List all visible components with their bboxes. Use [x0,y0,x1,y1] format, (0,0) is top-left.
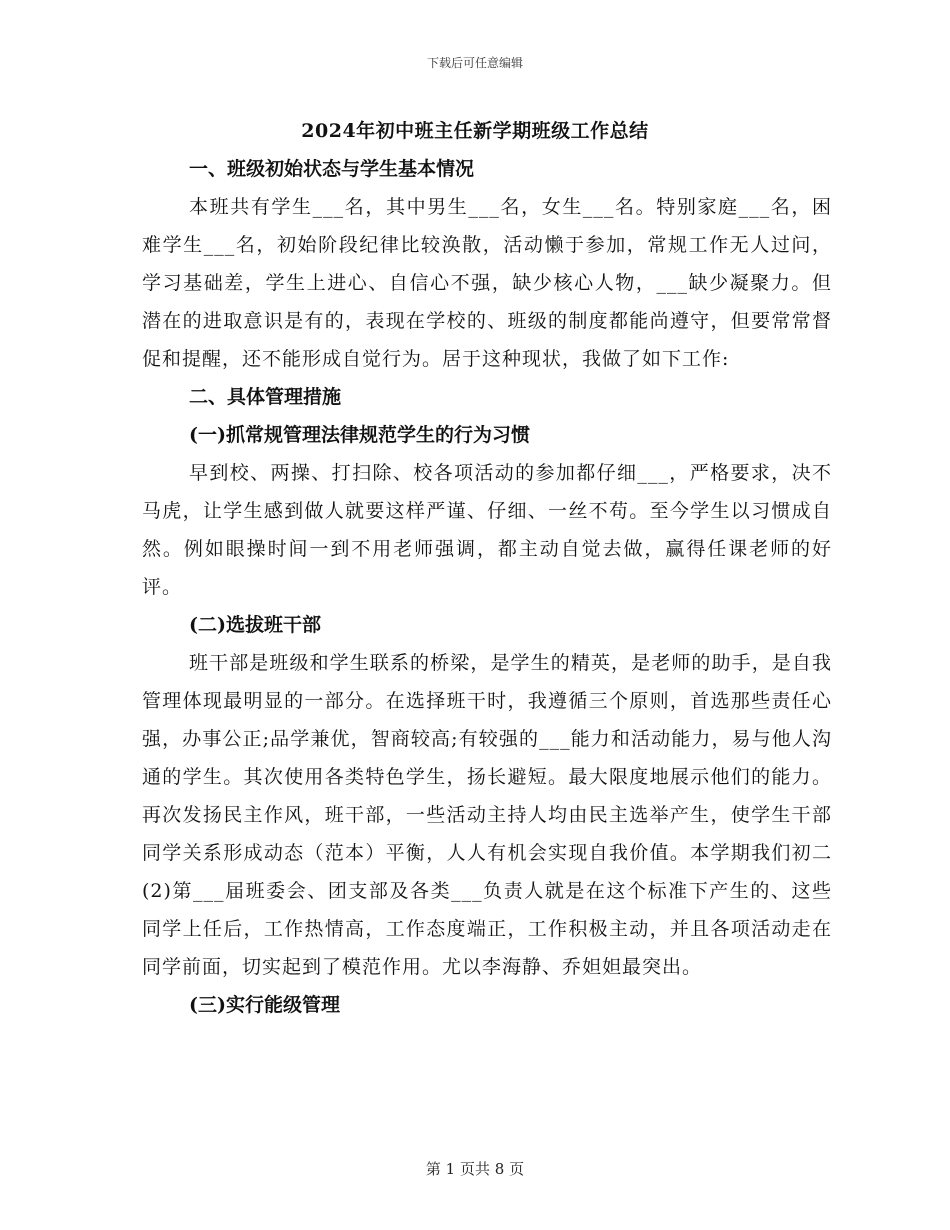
page-footer: 第 1 页共 8 页 [425,1160,525,1178]
document-body [142,150,832,1024]
paragraph-1: 本班共有学生___名，其中男生___名，女生___名。特别家庭___名，困难学生___名，初始阶段纪律比较涣散，活动懒于参加，常规工作无人过问，学习基础差，学生上进心、自信心不强，缺少核心人物，___缺少凝聚力。但潜在的进取意识是有的，表现在学校的、班级的制度都能尚遵守，但要常常督促和提醒，还不能形成自觉行为。居于这种现状，我做了如下工作: [142,196,832,370]
paragraph-3: 班干部是班级和学生联系的桥梁，是学生的精英，是老师的助手，是自我管理体现最明显的一部分。在选择班干时，我遵循三个原则，首选那些责任心强，办事公正;品学兼优，智商较高;有较强的___能力和活动能力，易与他人沟通的学生。其次使用各类特色学生，扬长避短。最大限度地展示他们的能力。再次发扬民主作风，班干部，一些活动主持人均由民主选举产生，使学生干部同学关系形成动态（范本）平衡，人人有机会实现自我价值。本学期我们初二(2)第___届班委会、团支部及各类___负责人就是在这个标准下产生的、这些同学上任后，工作热情高，工作态度端正，工作积极主动，并且各项活动走在同学前面，切实起到了模范作用。尤以李海静、乔妲妲最突出。 [142,652,832,978]
document-title: 2024年初中班主任新学期班级工作总结 [301,120,649,142]
header-note: 下载后可任意编辑 [426,56,523,70]
subsection-heading-3: (三)实行能级管理 [189,994,340,1016]
section-heading-2: 二、具体管理措施 [189,386,342,408]
section-heading-1: 一、班级初始状态与学生基本情况 [189,158,475,180]
subsection-heading-2: (二)选拔班干部 [189,614,321,636]
subsection-heading-1: (一)抓常规管理法律规范学生的行为习惯 [189,424,530,446]
paragraph-2: 早到校、两操、打扫除、校各项活动的参加都仔细___，严格要求，决不马虎，让学生感到做人就要这样严谨、仔细、一丝不苟。至今学生以习惯成自然。例如眼操时间一到不用老师强调，都主动自觉去做，赢得任课老师的好评。 [142,462,832,598]
